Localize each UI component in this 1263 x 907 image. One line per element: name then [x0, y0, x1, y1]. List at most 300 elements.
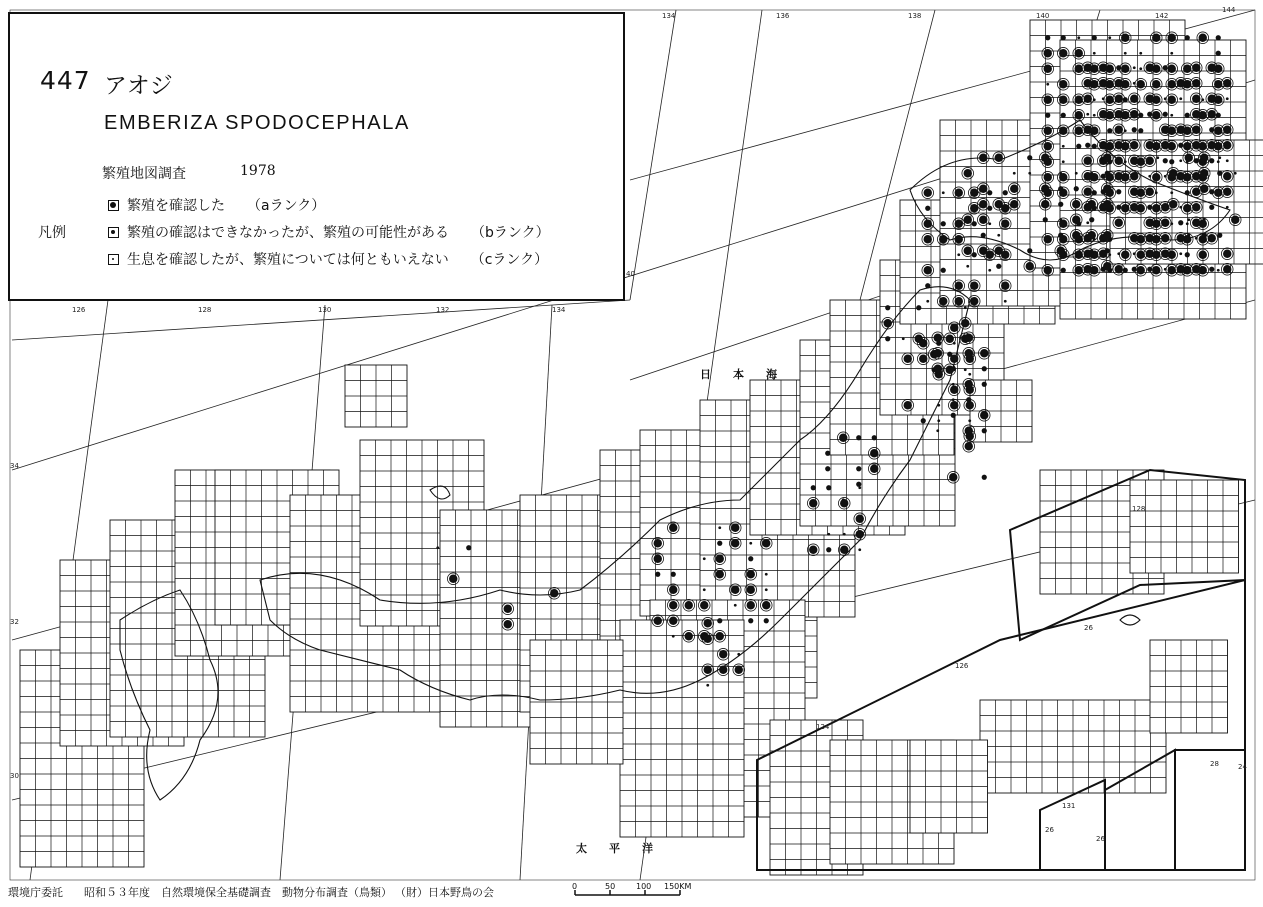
- observation-dot: [1103, 262, 1111, 270]
- observation-dot: [1133, 66, 1136, 69]
- observation-dot: [1146, 157, 1154, 165]
- observation-dot: [1223, 141, 1231, 149]
- observation-dot: [719, 650, 727, 658]
- observation-dot: [1169, 159, 1174, 164]
- observation-dot: [1117, 252, 1120, 255]
- observation-dot: [1059, 80, 1067, 88]
- observation-dot: [1132, 267, 1137, 272]
- observation-dot: [856, 515, 864, 523]
- observation-dot: [719, 666, 727, 674]
- observation-dot: [1192, 79, 1200, 87]
- observation-dot: [955, 297, 963, 305]
- observation-dot: [1001, 251, 1009, 259]
- observation-dot: [1146, 250, 1154, 258]
- observation-dot: [669, 524, 677, 532]
- observation-dot: [1226, 206, 1229, 209]
- observation-dot: [731, 524, 739, 532]
- observation-dot: [1209, 267, 1214, 272]
- observation-dot: [1185, 190, 1190, 195]
- observation-dot: [955, 189, 963, 197]
- observation-dot: [1179, 252, 1182, 255]
- scale-tick-label: 100: [636, 882, 652, 891]
- observation-dot: [1044, 49, 1052, 57]
- observation-dot: [1072, 200, 1080, 208]
- observation-dot: [1001, 204, 1009, 212]
- observation-dot: [970, 282, 978, 290]
- observation-dot: [870, 465, 878, 473]
- scale-tick-label: 50: [605, 882, 616, 891]
- observation-dot: [1077, 36, 1080, 39]
- observation-dot: [1139, 67, 1142, 70]
- observation-dot: [747, 570, 755, 578]
- longitude-label: 128: [198, 306, 212, 314]
- observation-dot: [811, 485, 816, 490]
- observation-dot: [1124, 52, 1127, 55]
- observation-dot: [1152, 173, 1160, 181]
- observation-dot: [1168, 34, 1176, 42]
- observation-dot: [1223, 250, 1231, 258]
- observation-dot: [1027, 155, 1032, 160]
- observation-dot: [1041, 154, 1049, 162]
- observation-dot: [1115, 157, 1123, 165]
- observation-dot: [1217, 269, 1220, 272]
- observation-dot: [749, 542, 752, 545]
- observation-dot: [1200, 185, 1208, 193]
- observation-dot: [1226, 97, 1229, 100]
- observation-dot: [1115, 172, 1123, 180]
- observation-dot: [946, 335, 954, 343]
- observation-dot: [669, 601, 677, 609]
- observation-dot: [1044, 96, 1052, 104]
- observation-dot: [1139, 52, 1142, 55]
- observation-dot: [1130, 95, 1138, 103]
- observation-dot: [885, 305, 890, 310]
- observation-dot: [1138, 128, 1143, 133]
- observation-dot: [925, 283, 930, 288]
- observation-dot: [703, 557, 706, 560]
- observation-dot: [1084, 188, 1092, 196]
- observation-dot: [685, 601, 693, 609]
- observation-dot: [1044, 127, 1052, 135]
- latitude-label: 30: [10, 772, 19, 780]
- observation-dot: [1208, 110, 1216, 118]
- observation-dot: [1152, 266, 1160, 274]
- observation-dot: [1026, 262, 1034, 270]
- observation-dot: [654, 539, 662, 547]
- inset-label: 28: [1210, 760, 1219, 768]
- observation-dot: [654, 617, 662, 625]
- observation-dot: [856, 435, 861, 440]
- observation-dot: [934, 365, 942, 373]
- observation-dot: [1177, 234, 1185, 242]
- survey-year: 1978: [240, 163, 276, 179]
- observation-dot: [1130, 110, 1138, 118]
- observation-dot: [1116, 65, 1121, 70]
- observation-dot: [858, 548, 861, 551]
- observation-dot: [1058, 186, 1063, 191]
- observation-dot: [504, 605, 512, 613]
- observation-dot: [550, 589, 558, 597]
- observation-dot: [1072, 231, 1080, 239]
- observation-dot: [1043, 217, 1048, 222]
- observation-dot: [1103, 154, 1111, 162]
- observation-dot: [1223, 126, 1231, 134]
- observation-dot: [1084, 95, 1092, 103]
- observation-dot: [1156, 156, 1159, 159]
- observation-dot: [1086, 221, 1089, 224]
- observation-dot: [1130, 141, 1138, 149]
- observation-dot: [1115, 79, 1123, 87]
- observation-dot: [1146, 219, 1154, 227]
- observation-dot: [1059, 96, 1067, 104]
- observation-dot: [1209, 205, 1214, 210]
- observation-dot: [1046, 83, 1049, 86]
- observation-dot: [1170, 114, 1173, 117]
- observation-dot: [1103, 185, 1111, 193]
- observation-dot: [986, 251, 994, 259]
- observation-dot: [717, 618, 722, 623]
- large-dot-icon: [108, 200, 119, 211]
- observation-dot: [1170, 191, 1173, 194]
- observation-dot: [1058, 233, 1063, 238]
- scale-tick-label: 150KM: [664, 882, 692, 891]
- observation-dot: [1168, 96, 1176, 104]
- observation-dot: [704, 666, 712, 674]
- observation-dot: [1147, 267, 1152, 272]
- observation-dot: [981, 233, 986, 238]
- observation-dot: [885, 336, 890, 341]
- observation-dot: [1090, 172, 1093, 175]
- observation-dot: [762, 601, 770, 609]
- observation-dot: [1075, 111, 1083, 119]
- observation-dot: [1179, 159, 1182, 162]
- observation-dot: [1004, 300, 1007, 303]
- legend-item-rank: （aランク）: [247, 198, 326, 214]
- observation-dot: [952, 383, 955, 386]
- observation-dot: [941, 221, 946, 226]
- longitude-label: 132: [436, 306, 450, 314]
- observation-dot: [950, 355, 958, 363]
- observation-dot: [1217, 171, 1222, 176]
- observation-dot: [949, 473, 957, 481]
- observation-dot: [1169, 169, 1177, 177]
- observation-dot: [987, 206, 992, 211]
- observation-dot: [966, 397, 971, 402]
- observation-dot: [809, 499, 817, 507]
- observation-dot: [840, 499, 848, 507]
- observation-dot: [1115, 110, 1123, 118]
- observation-dot: [1152, 80, 1160, 88]
- observation-dot: [1209, 127, 1214, 132]
- observation-dot: [747, 586, 755, 594]
- observation-dot: [748, 618, 753, 623]
- observation-dot: [924, 266, 932, 274]
- observation-dot: [1076, 144, 1081, 149]
- observation-dot: [765, 573, 768, 576]
- observation-dot: [1059, 218, 1062, 221]
- observation-dot: [982, 366, 987, 371]
- observation-dot: [827, 533, 830, 536]
- legend-label: 凡例: [38, 225, 66, 241]
- observation-dot: [858, 486, 861, 489]
- observation-dot: [1115, 95, 1123, 103]
- observation-dot: [1161, 126, 1169, 134]
- observation-dot: [1152, 34, 1160, 42]
- observation-dot: [1115, 265, 1123, 273]
- observation-dot: [1057, 247, 1065, 255]
- observation-dot: [939, 235, 947, 243]
- observation-dot: [1061, 113, 1066, 118]
- observation-dot: [982, 475, 987, 480]
- legend-panel: [8, 12, 625, 301]
- observation-dot: [734, 604, 737, 607]
- observation-dot: [716, 632, 724, 640]
- observation-dot: [1223, 265, 1231, 273]
- observation-dot: [1092, 144, 1097, 149]
- observation-dot: [1027, 248, 1032, 253]
- observation-dot: [716, 570, 724, 578]
- observation-dot: [1137, 266, 1145, 274]
- observation-dot: [970, 297, 978, 305]
- observation-dot: [706, 684, 709, 687]
- observation-dot: [953, 342, 956, 345]
- inset-label: 131: [1062, 802, 1076, 810]
- observation-dot: [1200, 154, 1208, 162]
- observation-dot: [1133, 82, 1136, 85]
- longitude-label: 140: [1036, 12, 1050, 20]
- observation-dot: [1099, 110, 1107, 118]
- observation-dot: [1121, 251, 1129, 259]
- pacific-ocean-label: 太 平 洋: [576, 842, 653, 855]
- observation-dot: [1059, 127, 1067, 135]
- observation-dot: [1041, 200, 1049, 208]
- observation-dot: [1088, 231, 1096, 239]
- observation-dot: [1234, 172, 1237, 175]
- observation-dot: [1072, 216, 1080, 224]
- observation-dot: [504, 620, 512, 628]
- observation-dot: [1059, 49, 1067, 57]
- legend-item-c: [108, 249, 548, 269]
- observation-dot: [856, 482, 861, 487]
- longitude-label: 134: [662, 12, 676, 20]
- observation-dot: [856, 466, 861, 471]
- observation-dot: [703, 588, 706, 591]
- observation-dot: [924, 235, 932, 243]
- observation-dot: [1115, 141, 1123, 149]
- observation-dot: [995, 154, 1003, 162]
- longitude-label: 142: [1155, 12, 1169, 20]
- observation-dot: [987, 190, 992, 195]
- observation-dot: [1200, 169, 1208, 177]
- observation-dot: [939, 297, 947, 305]
- observation-dot: [1152, 111, 1160, 119]
- observation-dot: [1121, 34, 1129, 42]
- observation-dot: [1130, 234, 1138, 242]
- observation-dot: [1085, 143, 1090, 148]
- observation-dot: [965, 349, 973, 357]
- inset-label: 126: [955, 662, 969, 670]
- observation-dot: [1093, 52, 1096, 55]
- observation-dot: [1216, 35, 1221, 40]
- observation-dot: [872, 435, 877, 440]
- observation-dot: [737, 653, 740, 656]
- observation-dot: [1133, 252, 1136, 255]
- observation-dot: [669, 586, 677, 594]
- observation-dot: [1044, 235, 1052, 243]
- observation-dot: [1177, 265, 1185, 273]
- observation-dot: [904, 355, 912, 363]
- observation-dot: [1075, 172, 1078, 175]
- observation-dot: [1208, 234, 1216, 242]
- observation-dot: [937, 404, 940, 407]
- observation-dot: [997, 234, 1000, 237]
- footer-survey-name: 昭和５３年度 自然環境保全基礎調査 動物分布調査（鳥類）: [84, 886, 392, 899]
- observation-dot: [925, 206, 930, 211]
- observation-dot: [964, 306, 967, 309]
- observation-dot: [942, 191, 945, 194]
- observation-dot: [1192, 203, 1200, 211]
- legend-item-rank: （cランク）: [470, 252, 549, 268]
- observation-dot: [1202, 233, 1207, 238]
- inset-label: 24: [1238, 763, 1247, 771]
- observation-dot: [921, 418, 926, 423]
- observation-dot: [1084, 265, 1092, 273]
- observation-dot: [904, 401, 912, 409]
- observation-dot: [809, 546, 817, 554]
- observation-dot: [1044, 266, 1052, 274]
- observation-dot: [1044, 142, 1052, 150]
- observation-dot: [1187, 234, 1190, 237]
- observation-dot: [1044, 65, 1052, 73]
- observation-dot: [1185, 35, 1190, 40]
- observation-dot: [1203, 218, 1206, 221]
- observation-dot: [1146, 188, 1154, 196]
- observation-dot: [996, 264, 1001, 269]
- footer-organization: （財）日本野鳥の会: [395, 886, 494, 899]
- longitude-label: 134: [552, 306, 566, 314]
- observation-dot: [1001, 282, 1009, 290]
- observation-dot: [1107, 128, 1112, 133]
- observation-dot: [934, 334, 942, 342]
- observation-dot: [919, 355, 927, 363]
- observation-dot: [1088, 200, 1096, 208]
- observation-dot: [965, 442, 973, 450]
- observation-dot: [764, 618, 769, 623]
- observation-dot: [449, 575, 457, 583]
- observation-dot: [1147, 112, 1152, 117]
- observation-dot: [966, 401, 974, 409]
- footer-commissioned: 環境庁委託: [8, 886, 63, 899]
- observation-dot: [1223, 188, 1231, 196]
- observation-dot: [1099, 79, 1107, 87]
- observation-dot: [934, 349, 942, 357]
- observation-dot: [1045, 113, 1050, 118]
- observation-dot: [1130, 188, 1138, 196]
- observation-dot: [1161, 250, 1169, 258]
- observation-dot: [1028, 172, 1031, 175]
- observation-dot: [965, 380, 973, 388]
- inset-label: 26: [1045, 826, 1054, 834]
- longitude-label: 144: [1222, 6, 1236, 14]
- observation-dot: [1177, 79, 1185, 87]
- observation-dot: [1116, 189, 1121, 194]
- observation-dot: [1061, 268, 1066, 273]
- longitude-label: 126: [72, 306, 86, 314]
- small-dot-icon: [108, 254, 119, 265]
- observation-dot: [1195, 237, 1198, 240]
- observation-dot: [672, 635, 675, 638]
- observation-dot: [1208, 64, 1216, 72]
- observation-dot: [765, 588, 768, 591]
- observation-dot: [1061, 35, 1066, 40]
- observation-dot: [964, 247, 972, 255]
- observation-dot: [762, 539, 770, 547]
- observation-dot: [466, 545, 471, 550]
- observation-dot: [1130, 172, 1138, 180]
- observation-dot: [1223, 79, 1231, 87]
- observation-dot: [1084, 126, 1092, 134]
- observation-dot: [839, 434, 847, 442]
- observation-dot: [979, 154, 987, 162]
- species-number: 447: [40, 66, 91, 95]
- observation-dot: [1178, 143, 1183, 148]
- observation-dot: [919, 339, 927, 347]
- latitude-label: 40: [626, 270, 635, 278]
- observation-dot: [825, 451, 830, 456]
- observation-dot: [968, 373, 971, 376]
- observation-dot: [1062, 145, 1065, 148]
- observation-dot: [1217, 160, 1220, 163]
- observation-dot: [952, 398, 955, 401]
- observation-dot: [970, 204, 978, 212]
- observation-dot: [950, 401, 958, 409]
- observation-dot: [685, 632, 693, 640]
- observation-dot: [982, 382, 987, 387]
- observation-dot: [1226, 159, 1229, 162]
- observation-dot: [840, 546, 848, 554]
- observation-dot: [1116, 205, 1121, 210]
- inset-label: 128: [1132, 505, 1146, 513]
- latitude-label: 32: [10, 618, 19, 626]
- observation-dot: [1001, 220, 1009, 228]
- observation-dot: [1093, 114, 1096, 117]
- observation-dot: [1185, 113, 1190, 118]
- observation-dot: [1179, 206, 1182, 209]
- observation-dot: [1059, 172, 1062, 175]
- latitude-label: 34: [10, 462, 19, 470]
- observation-dot: [1105, 171, 1110, 176]
- observation-dot: [1013, 172, 1016, 175]
- observation-dot: [1177, 126, 1185, 134]
- observation-dot: [941, 268, 946, 273]
- observation-dot: [1121, 65, 1129, 73]
- observation-dot: [1041, 185, 1049, 193]
- observation-dot: [825, 466, 830, 471]
- observation-dot: [655, 572, 660, 577]
- observation-dot: [1058, 202, 1063, 207]
- observation-dot: [951, 366, 956, 371]
- scale-tick-label: 0: [572, 882, 578, 891]
- observation-dot: [1199, 251, 1207, 259]
- observation-dot: [1169, 200, 1177, 208]
- observation-dot: [980, 349, 988, 357]
- observation-dot: [1010, 185, 1018, 193]
- observation-dot: [1208, 95, 1216, 103]
- observation-dot: [1062, 160, 1065, 163]
- observation-dot: [1161, 234, 1169, 242]
- inset-label: 26: [1096, 835, 1105, 843]
- observation-dot: [951, 413, 956, 418]
